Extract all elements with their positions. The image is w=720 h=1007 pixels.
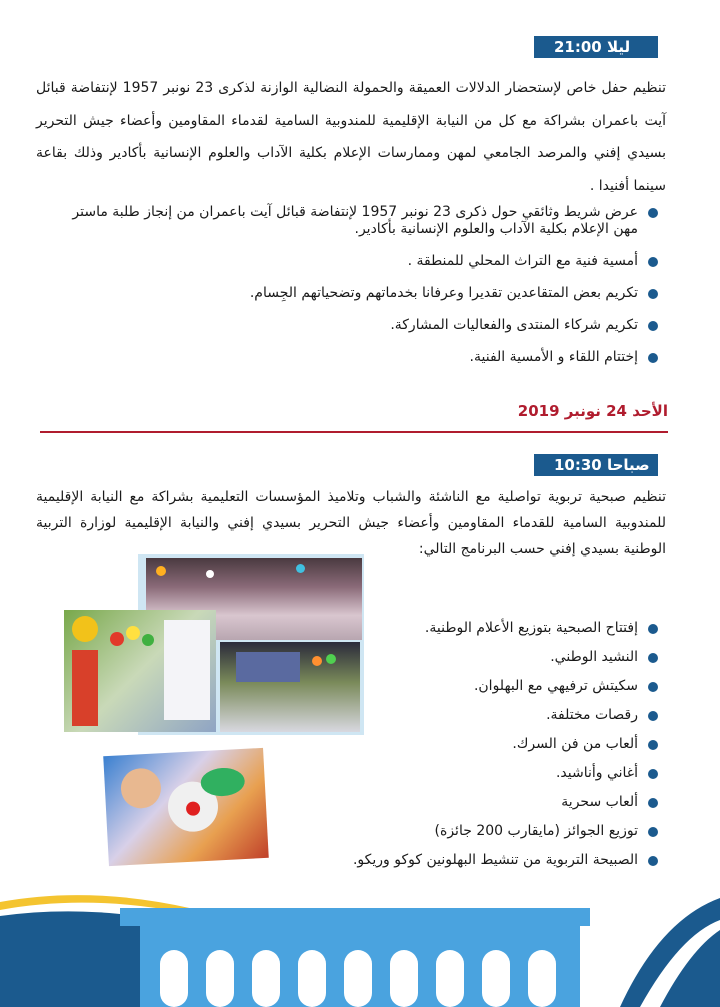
- date-divider: [40, 431, 668, 433]
- date-heading: الأحد 24 نونبر 2019: [517, 402, 668, 420]
- list-item-text: ألعاب من فن السرك.: [512, 736, 638, 752]
- bullet-dot-icon: [648, 321, 658, 331]
- morning-bullet-list: [348, 620, 668, 881]
- list-item-text: إختتام اللقاء و الأمسية الفنية.: [469, 349, 638, 365]
- list-item: [68, 317, 668, 334]
- list-item-text: رقصات مختلفة.: [546, 707, 638, 723]
- bullet-dot-icon: [648, 353, 658, 363]
- list-item-text: تكريم شركاء المنتدى والفعاليات المشاركة.: [390, 317, 638, 333]
- bullet-dot-icon: [648, 682, 658, 692]
- bullet-dot-icon: [648, 711, 658, 721]
- list-item-text: سكيتش ترفيهي مع البهلوان.: [473, 678, 638, 694]
- list-item-text: ألعاب سحرية: [561, 794, 638, 810]
- clown-hat-icon: [72, 616, 98, 642]
- list-item: [348, 649, 668, 678]
- time-badge-evening: 21:00 ليلا: [534, 36, 658, 58]
- list-item-text: توزيع الجوائز (مايقارب 200 جائزة): [434, 823, 638, 839]
- list-item: [348, 852, 668, 881]
- bullet-dot-icon: [648, 856, 658, 866]
- balloon-icon: [296, 564, 305, 573]
- list-item: [348, 678, 668, 707]
- list-item-text: إفتتاح الصبحية بتوزيع الأعلام الوطنية.: [424, 620, 638, 636]
- footer-right-wave: [620, 898, 720, 1007]
- time-badge-morning: 10:30 صباحا: [534, 454, 658, 476]
- footer-roof: [120, 908, 590, 926]
- list-item-text: النشيد الوطني.: [550, 649, 638, 665]
- list-item: [348, 765, 668, 794]
- list-item-text: الصبيحة التربوية من تنشيط البهلونين كوكو وريكو.: [352, 852, 638, 868]
- bullet-dot-icon: [648, 740, 658, 750]
- stage-screen: [236, 652, 300, 682]
- list-item-text: تكريم بعض المتقاعدين تقديرا وعرفانا بخدماتهم وتضحياتهم الجِسام.: [249, 285, 638, 301]
- bullet-dot-icon: [648, 624, 658, 634]
- list-item: [348, 620, 668, 649]
- balloon-icon: [206, 570, 214, 578]
- list-item: [68, 204, 668, 238]
- clown-figure: [72, 650, 98, 726]
- balloon-icon: [312, 656, 322, 666]
- morning-paragraph: تنظيم صبحية تربوية تواصلية مع الناشئة والشباب وتلاميذ المؤسسات التعليمية بشراكة مع النيابة الإقليمية للمندوبية السامية للقدماء المقاومين وأعضاء جيش التحرير بسيدي إفني والنيابة الإقليمية لوزارة التربية الوطنية بسيدي إفني حسب البرنامج التالي:: [36, 489, 666, 557]
- balloon-icon: [156, 566, 166, 576]
- balloon-icon: [110, 632, 124, 646]
- banner-stand: [164, 620, 210, 720]
- list-item: [348, 794, 668, 823]
- bullet-dot-icon: [648, 289, 658, 299]
- bullet-dot-icon: [648, 257, 658, 267]
- stage-performance-photo: [220, 642, 360, 732]
- list-item: [68, 349, 668, 366]
- list-item: [348, 823, 668, 852]
- list-item-text: أغاني وأناشيد.: [555, 765, 638, 781]
- list-item-text: عرض شريط وثائقي حول ذكرى 23 نونبر 1957 لإنتفاضة قبائل آيت باعمران من إنجاز طلبة ماستر مهن الإعلام بكلية الآداب والعلوم الإنسانية بأكادير.: [72, 204, 638, 237]
- list-item: [348, 707, 668, 736]
- evening-bullet-list: [68, 204, 668, 381]
- bullet-dot-icon: [648, 827, 658, 837]
- clown-face: [120, 767, 162, 809]
- bullet-dot-icon: [648, 798, 658, 808]
- evening-paragraph: تنظيم حفل خاص لإستحضار الدلالات العميقة والحمولة النضالية الوازنة لذكرى 23 نونبر 1957 لإنتفاضة قبائل آيت باعمران بشراكة مع كل من النيابة الإقليمية للمندوبية السامية لقدماء المقاومين وأعضاء جيش التحرير بسيدي إفني والمرصد الجامعي لمهن وممارسات الإعلام بكلية الآداب والعلوم الإنسانية بأكادير وذلك بقاعة سينما أفنيدا .: [36, 80, 666, 194]
- bullet-dot-icon: [648, 653, 658, 663]
- balloon-icon: [142, 634, 154, 646]
- list-item: [68, 253, 668, 270]
- list-item: [348, 736, 668, 765]
- balloon-icon: [126, 626, 140, 640]
- list-item: [68, 285, 668, 302]
- footer-building-decoration: [0, 880, 720, 1007]
- clown-stage-photo: [64, 610, 216, 732]
- footer-arches: [160, 950, 556, 1007]
- clowns-photo: [103, 748, 269, 866]
- balloon-icon: [326, 654, 336, 664]
- bullet-dot-icon: [648, 769, 658, 779]
- list-item-text: أمسية فنية مع التراث المحلي للمنطقة .: [407, 253, 638, 269]
- clown-wig: [200, 767, 245, 797]
- bullet-dot-icon: [648, 208, 658, 218]
